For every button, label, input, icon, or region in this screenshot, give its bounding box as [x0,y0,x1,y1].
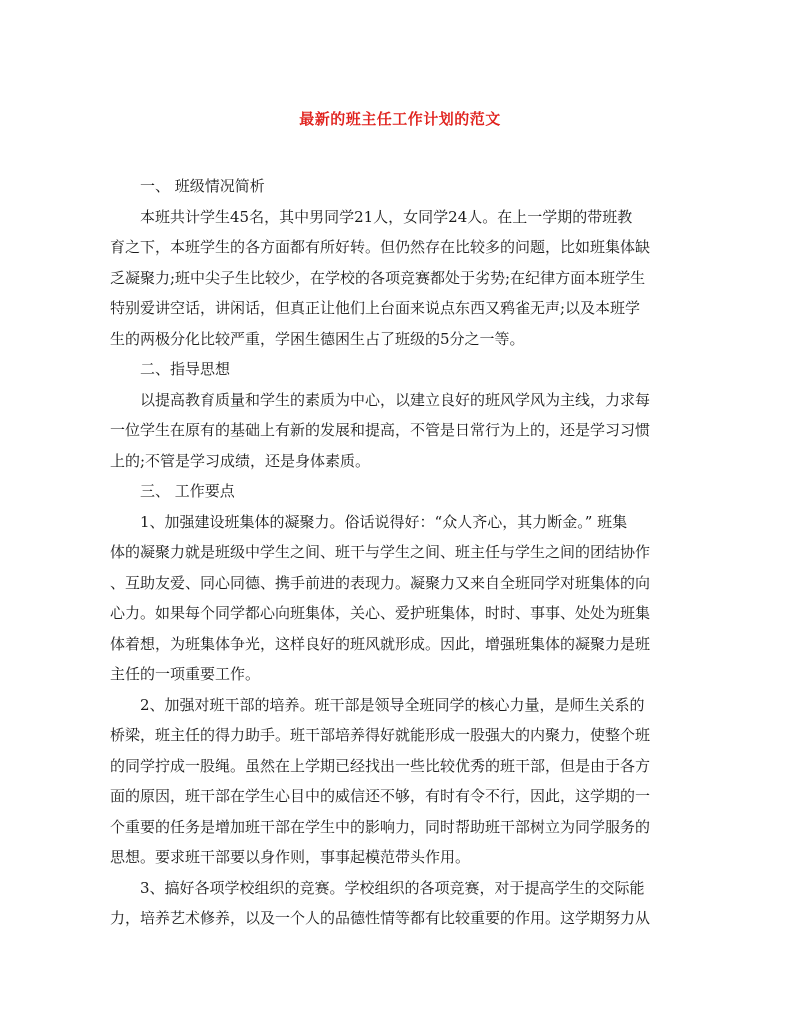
text-line: 本班共计学生45名，其中男同学21人，女同学24人。在上一学期的带班教 [140,207,633,226]
text-line: 特别爱讲空话，讲闲话，但真正让他们上台面来说点东西又鸦雀无声;以及本班学 [110,299,641,317]
text-line: 三、 工作要点 [140,482,235,500]
text-line: 育之下，本班学生的各方面都有所好转。但仍然存在比较多的问题，比如班集体缺 [110,238,651,256]
text-line: 2、加强对班干部的培养。班干部是领导全班同学的核心力量，是师生关系的 [140,695,645,714]
text-line: 一位学生在原有的基础上有新的发展和提高，不管是日常行为上的，还是学习习惯 [110,421,651,439]
text-line: 的同学拧成一股绳。虽然在上学期已经找出一些比较优秀的班干部，但是由于各方 [110,756,651,775]
text-line: 体着想，为班集体争光，这样良好的班风就形成。因此，增强班集体的凝聚力是班 [110,634,651,653]
text-line: 上的;不管是学习成绩，还是身体素质。 [110,451,371,470]
text-line: 1、加强建设班集体的凝聚力。俗话说得好：“众人齐心，其力断金。” 班集 [140,512,628,531]
document-body [110,171,685,934]
text-line: 力，培养艺术修养，以及一个人的品德性情等都有比较重要的作用。这学期努力从 [110,909,651,927]
text-line: 以提高教育质量和学生的素质为中心，以建立良好的班风学风为主线，力求每 [140,390,651,409]
text-line: 二、指导思想 [140,360,231,378]
text-line: 面的原因，班干部在学生心目中的威信还不够，有时有令不行，因此，这学期的一 [110,787,651,805]
text-line: 主任的一项重要工作。 [110,665,261,683]
text-line: 乏凝聚力;班中尖子生比较少，在学校的各项竞赛都处于劣势;在纪律方面本班学生 [110,268,646,287]
text-line: 体的凝聚力就是班级中学生之间、班干与学生之间、班主任与学生之间的团结协作 [110,543,651,561]
text-line: 个重要的任务是增加班干部在学生中的影响力，同时帮助班干部树立为同学服务的 [110,817,651,836]
text-line: 、互助友爱、同心同德、携手前进的表现力。凝聚力又来自全班同学对班集体的向 [110,573,651,592]
text-line: 思想。要求班干部要以身作则，事事起模范带头作用。 [110,848,471,866]
document-title: 最新的班主任工作计划的范文 [299,110,501,128]
text-line: 心力。如果每个同学都心向班集体，关心、爱护班集体，时时、事事、处处为班集 [110,604,651,622]
text-line: 生的两极分化比较严重，学困生德困生占了班级的5分之一等。 [110,329,525,348]
text-line: 3、搞好各项学校组织的竞赛。学校组织的各项竞赛，对于提高学生的交际能 [140,878,645,897]
text-line: 桥梁，班主任的得力助手。班干部培养得好就能形成一股强大的内聚力，使整个班 [110,726,651,744]
text-line: 一、 班级情况简析 [140,177,265,195]
